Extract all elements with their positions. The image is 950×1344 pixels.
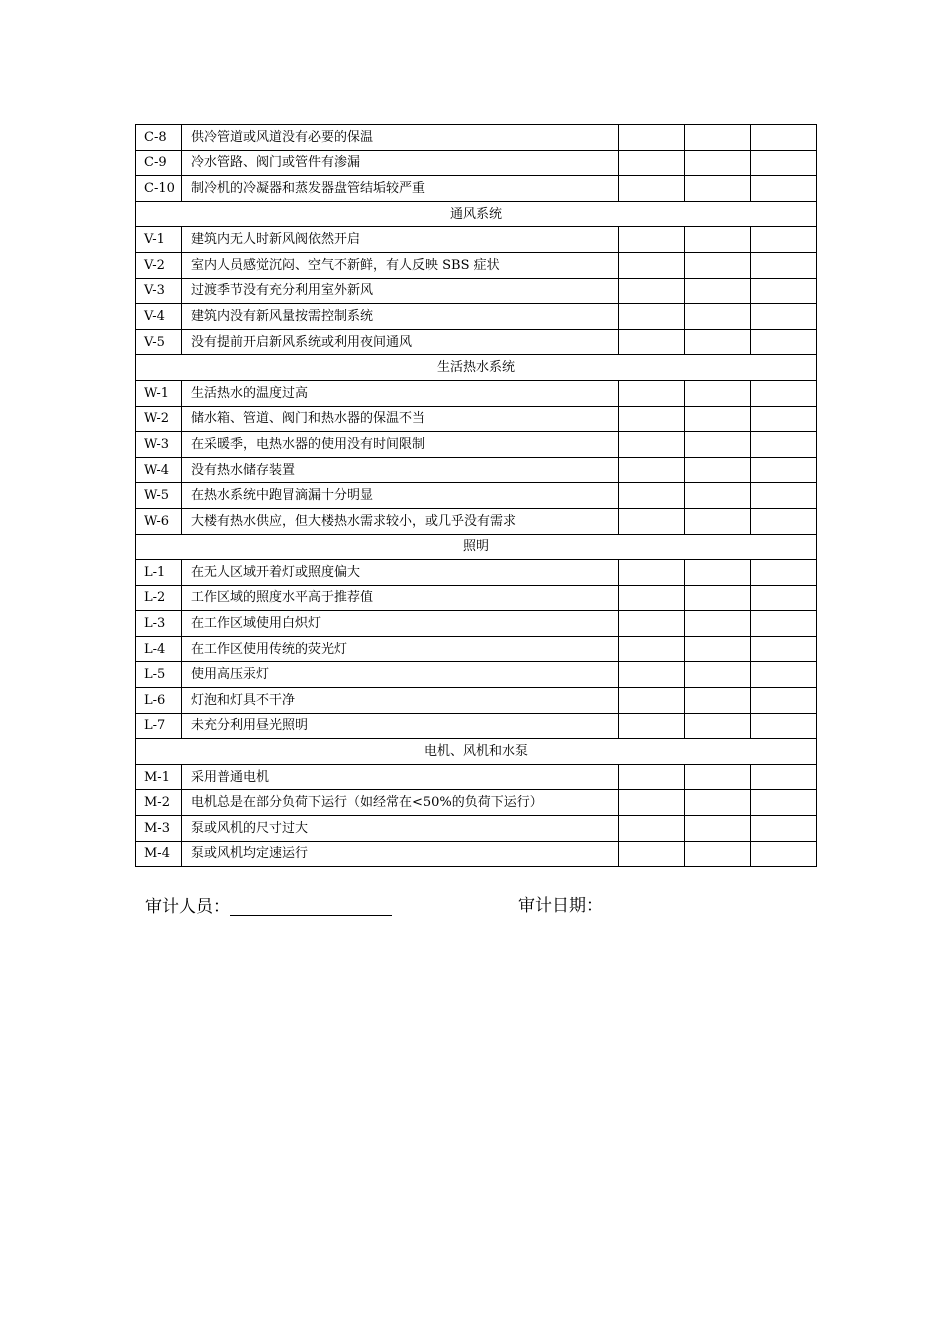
check-cell-2[interactable] — [685, 125, 751, 151]
check-cell-2[interactable] — [685, 457, 751, 483]
checklist-row — [136, 125, 817, 151]
check-cell-3[interactable] — [751, 150, 817, 176]
check-cell-3[interactable] — [751, 662, 817, 688]
section-title: 生活热水系统 — [136, 355, 817, 381]
item-code: W-2 — [136, 406, 182, 432]
check-cell-3[interactable] — [751, 611, 817, 637]
item-code: L-6 — [136, 688, 182, 714]
check-cell-2[interactable] — [685, 713, 751, 739]
item-code: L-4 — [136, 636, 182, 662]
item-description: 在工作区域使用白炽灯 — [182, 611, 619, 637]
auditor-label: 审计人员： — [145, 897, 230, 917]
checklist-row — [136, 841, 817, 867]
check-cell-1[interactable] — [619, 150, 685, 176]
item-description: 电机总是在部分负荷下运行（如经常在<50%的负荷下运行） — [182, 790, 619, 816]
item-code: W-3 — [136, 432, 182, 458]
checklist-row — [136, 585, 817, 611]
check-cell-1[interactable] — [619, 585, 685, 611]
item-code: C-10 — [136, 176, 182, 202]
item-code: L-1 — [136, 560, 182, 586]
audit-checklist-table — [135, 124, 817, 867]
item-description: 冷水管路、阀门或管件有渗漏 — [182, 150, 619, 176]
item-code: M-4 — [136, 841, 182, 867]
checklist-row — [136, 150, 817, 176]
checklist-row — [136, 560, 817, 586]
check-cell-2[interactable] — [685, 508, 751, 534]
check-cell-2[interactable] — [685, 560, 751, 586]
checklist-row — [136, 304, 817, 330]
check-cell-1[interactable] — [619, 176, 685, 202]
check-cell-2[interactable] — [685, 764, 751, 790]
item-code: L-3 — [136, 611, 182, 637]
check-cell-2[interactable] — [685, 380, 751, 406]
check-cell-1[interactable] — [619, 483, 685, 509]
checklist-row — [136, 176, 817, 202]
check-cell-1[interactable] — [619, 636, 685, 662]
item-description: 大楼有热水供应，但大楼热水需求较小，或几乎没有需求 — [182, 508, 619, 534]
check-cell-2[interactable] — [685, 790, 751, 816]
check-cell-3[interactable] — [751, 636, 817, 662]
checklist-row — [136, 636, 817, 662]
check-cell-1[interactable] — [619, 790, 685, 816]
check-cell-1[interactable] — [619, 125, 685, 151]
item-code: L-7 — [136, 713, 182, 739]
checklist-row — [136, 662, 817, 688]
check-cell-3[interactable] — [751, 457, 817, 483]
auditor-field — [145, 898, 392, 916]
checklist-body — [136, 125, 817, 867]
check-cell-1[interactable] — [619, 688, 685, 714]
check-cell-3[interactable] — [751, 125, 817, 151]
item-description: 未充分利用昼光照明 — [182, 713, 619, 739]
item-description: 在无人区域开着灯或照度偏大 — [182, 560, 619, 586]
check-cell-2[interactable] — [685, 611, 751, 637]
check-cell-3[interactable] — [751, 585, 817, 611]
check-cell-3[interactable] — [751, 252, 817, 278]
check-cell-2[interactable] — [685, 176, 751, 202]
check-cell-1[interactable] — [619, 252, 685, 278]
item-code: V-4 — [136, 304, 182, 330]
check-cell-1[interactable] — [619, 560, 685, 586]
item-description: 使用高压汞灯 — [182, 662, 619, 688]
item-description: 泵或风机均定速运行 — [182, 841, 619, 867]
checklist-row — [136, 816, 817, 842]
check-cell-3[interactable] — [751, 688, 817, 714]
item-description: 过渡季节没有充分利用室外新风 — [182, 278, 619, 304]
section-title: 照明 — [136, 534, 817, 560]
checklist-row — [136, 252, 817, 278]
check-cell-1[interactable] — [619, 764, 685, 790]
item-description: 工作区域的照度水平高于推荐值 — [182, 585, 619, 611]
checklist-row — [136, 790, 817, 816]
item-description: 泵或风机的尺寸过大 — [182, 816, 619, 842]
check-cell-3[interactable] — [751, 406, 817, 432]
item-description: 采用普通电机 — [182, 764, 619, 790]
item-description: 供冷管道或风道没有必要的保温 — [182, 125, 619, 151]
check-cell-3[interactable] — [751, 227, 817, 253]
item-code: W-5 — [136, 483, 182, 509]
check-cell-2[interactable] — [685, 150, 751, 176]
audit-date-field — [518, 898, 603, 915]
check-cell-1[interactable] — [619, 406, 685, 432]
check-cell-2[interactable] — [685, 304, 751, 330]
check-cell-2[interactable] — [685, 406, 751, 432]
check-cell-2[interactable] — [685, 227, 751, 253]
check-cell-1[interactable] — [619, 304, 685, 330]
checklist-row — [136, 483, 817, 509]
item-code: M-3 — [136, 816, 182, 842]
check-cell-3[interactable] — [751, 560, 817, 586]
check-cell-1[interactable] — [619, 508, 685, 534]
check-cell-1[interactable] — [619, 278, 685, 304]
item-description: 在工作区使用传统的荧光灯 — [182, 636, 619, 662]
item-code: V-1 — [136, 227, 182, 253]
check-cell-2[interactable] — [685, 329, 751, 355]
item-code: C-8 — [136, 125, 182, 151]
check-cell-2[interactable] — [685, 636, 751, 662]
item-code: W-1 — [136, 380, 182, 406]
check-cell-2[interactable] — [685, 252, 751, 278]
check-cell-1[interactable] — [619, 816, 685, 842]
check-cell-1[interactable] — [619, 227, 685, 253]
section-title: 电机、风机和水泵 — [136, 739, 817, 765]
item-code: W-6 — [136, 508, 182, 534]
check-cell-3[interactable] — [751, 764, 817, 790]
item-code: L-5 — [136, 662, 182, 688]
check-cell-1[interactable] — [619, 457, 685, 483]
item-description: 生活热水的温度过高 — [182, 380, 619, 406]
checklist-row — [136, 278, 817, 304]
check-cell-3[interactable] — [751, 304, 817, 330]
item-code: L-2 — [136, 585, 182, 611]
item-code: M-2 — [136, 790, 182, 816]
check-cell-2[interactable] — [685, 816, 751, 842]
checklist-row — [136, 432, 817, 458]
check-cell-3[interactable] — [751, 329, 817, 355]
item-description: 建筑内没有新风量按需控制系统 — [182, 304, 619, 330]
item-description: 没有热水储存装置 — [182, 457, 619, 483]
check-cell-1[interactable] — [619, 329, 685, 355]
checklist-row — [136, 764, 817, 790]
item-description: 建筑内无人时新风阀依然开启 — [182, 227, 619, 253]
check-cell-2[interactable] — [685, 585, 751, 611]
item-description: 制冷机的冷凝器和蒸发器盘管结垢较严重 — [182, 176, 619, 202]
section-header-row — [136, 534, 817, 560]
check-cell-3[interactable] — [751, 380, 817, 406]
section-title: 通风系统 — [136, 201, 817, 227]
checklist-row — [136, 457, 817, 483]
check-cell-2[interactable] — [685, 662, 751, 688]
check-cell-1[interactable] — [619, 713, 685, 739]
check-cell-2[interactable] — [685, 841, 751, 867]
item-description: 在热水系统中跑冒滴漏十分明显 — [182, 483, 619, 509]
checklist-row — [136, 406, 817, 432]
check-cell-2[interactable] — [685, 432, 751, 458]
check-cell-3[interactable] — [751, 841, 817, 867]
check-cell-1[interactable] — [619, 432, 685, 458]
check-cell-3[interactable] — [751, 713, 817, 739]
audit-date-label: 审计日期： — [518, 896, 603, 916]
check-cell-2[interactable] — [685, 688, 751, 714]
check-cell-3[interactable] — [751, 790, 817, 816]
check-cell-1[interactable] — [619, 380, 685, 406]
check-cell-3[interactable] — [751, 483, 817, 509]
item-description: 灯泡和灯具不干净 — [182, 688, 619, 714]
checklist-row — [136, 688, 817, 714]
checklist-row — [136, 380, 817, 406]
check-cell-1[interactable] — [619, 662, 685, 688]
checklist-row — [136, 227, 817, 253]
checklist-row — [136, 329, 817, 355]
auditor-signature-line[interactable] — [230, 898, 392, 916]
check-cell-3[interactable] — [751, 278, 817, 304]
check-cell-2[interactable] — [685, 278, 751, 304]
checklist-row — [136, 508, 817, 534]
section-header-row — [136, 201, 817, 227]
checklist-row — [136, 611, 817, 637]
check-cell-1[interactable] — [619, 841, 685, 867]
check-cell-3[interactable] — [751, 816, 817, 842]
item-code: M-1 — [136, 764, 182, 790]
item-code: W-4 — [136, 457, 182, 483]
item-description: 没有提前开启新风系统或利用夜间通风 — [182, 329, 619, 355]
item-code: V-3 — [136, 278, 182, 304]
item-description: 室内人员感觉沉闷、空气不新鲜，有人反映 SBS 症状 — [182, 252, 619, 278]
check-cell-3[interactable] — [751, 508, 817, 534]
checklist-row — [136, 713, 817, 739]
item-description: 在采暖季，电热水器的使用没有时间限制 — [182, 432, 619, 458]
check-cell-2[interactable] — [685, 483, 751, 509]
section-header-row — [136, 739, 817, 765]
item-code: C-9 — [136, 150, 182, 176]
check-cell-3[interactable] — [751, 432, 817, 458]
item-code: V-5 — [136, 329, 182, 355]
item-description: 储水箱、管道、阀门和热水器的保温不当 — [182, 406, 619, 432]
check-cell-3[interactable] — [751, 176, 817, 202]
item-code: V-2 — [136, 252, 182, 278]
section-header-row — [136, 355, 817, 381]
check-cell-1[interactable] — [619, 611, 685, 637]
